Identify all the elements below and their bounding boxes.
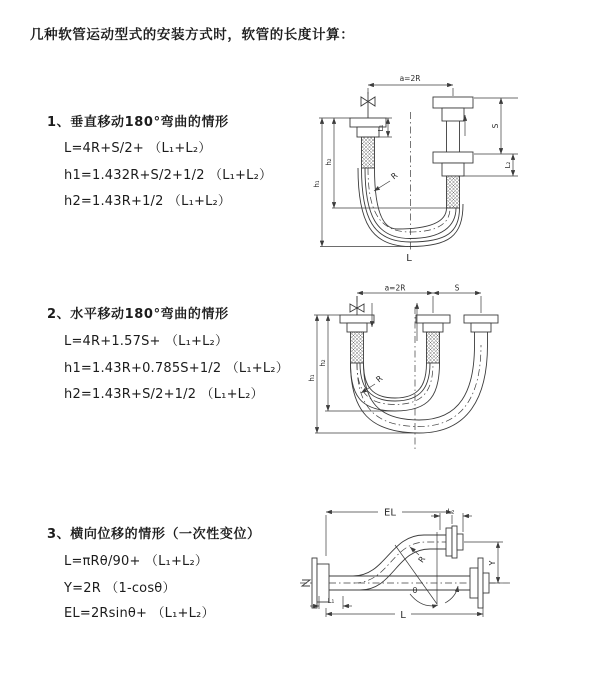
diagram-lateral-displacement — [298, 500, 593, 655]
right-pipe-flange — [433, 97, 473, 208]
dimension-l — [326, 593, 483, 621]
dim-label-h2: h₂ — [325, 158, 333, 166]
dimension-a2r — [368, 74, 453, 96]
dimension-s — [474, 98, 518, 154]
dim-label-r: R — [416, 554, 428, 565]
dim-label-l: L — [400, 610, 406, 621]
diagram-vertical-180-bend — [310, 70, 590, 265]
dim-label-r: R — [374, 373, 385, 385]
dimension-s — [433, 284, 481, 314]
dim-label-r: R — [389, 170, 400, 182]
formula-line: L=4R+1.57S+ （L₁+L₂） — [64, 334, 229, 349]
page-title: 几种软管运动型式的安装方式时，软管的长度计算： — [30, 27, 355, 43]
movement-arrows — [372, 303, 417, 341]
dim-label-l2: L₂ — [447, 507, 455, 516]
left-pipe-flange — [312, 558, 329, 608]
dim-label-a2r: a=2R — [399, 74, 421, 83]
formula-line: h1=1.432R+S/2+1/2 （L₁+L₂） — [64, 168, 273, 183]
dim-label-a2r: a=2R — [384, 283, 406, 293]
formula-line: EL=2Rsinθ+ （L₁+L₂） — [64, 606, 215, 621]
upper-pipe-flange — [446, 526, 463, 558]
dim-label-l: L — [406, 253, 412, 264]
dim-label-s: S — [491, 123, 500, 129]
left-pipe-flange — [340, 315, 374, 363]
dim-label-s: S — [454, 283, 460, 293]
formula-line: L=πRθ/90+ （L₁+L₂） — [64, 554, 209, 569]
formula-line: h1=1.43R+0.785S+1/2 （L₁+L₂） — [64, 361, 289, 376]
section-1-heading: 1、垂直移动180°弯曲的情形 — [47, 115, 229, 130]
formula-line: h2=1.43R+S/2+1/2 （L₁+L₂） — [64, 387, 264, 402]
middle-pipe-flange — [416, 315, 450, 363]
dim-label-y: Y — [488, 560, 497, 566]
formula-line: Y=2R （1-cosθ） — [64, 581, 176, 596]
section-3-heading: 3、横向位移的情形（一次性变位） — [47, 527, 261, 542]
formula-line: h2=1.43R+1/2 （L₁+L₂） — [64, 194, 232, 209]
displaced-hose-curve — [329, 535, 446, 590]
dim-label-l2: L₂ — [504, 161, 512, 169]
dim-label-l1: L₁ — [327, 597, 335, 605]
dim-label-l1: L₁ — [377, 124, 385, 132]
right-pipe-flange — [470, 558, 489, 608]
valve-icon — [361, 92, 375, 118]
section-2-heading: 2、水平移动180°弯曲的情形 — [47, 307, 229, 322]
dim-label-h1: h₁ — [313, 180, 321, 188]
dim-label-h2: h₂ — [319, 359, 327, 367]
diagram-horizontal-180-bend — [308, 283, 593, 458]
dim-label-el: EL — [384, 507, 396, 519]
valve-icon — [350, 296, 364, 315]
right-pipe-flange — [464, 315, 498, 345]
dim-label-theta: θ — [412, 586, 418, 595]
radius-leader — [374, 171, 400, 191]
formula-line: L=4R+S/2+ （L₁+L₂） — [64, 141, 212, 156]
dim-label-h1: h₁ — [308, 374, 316, 382]
dimension-a2r — [357, 284, 433, 314]
